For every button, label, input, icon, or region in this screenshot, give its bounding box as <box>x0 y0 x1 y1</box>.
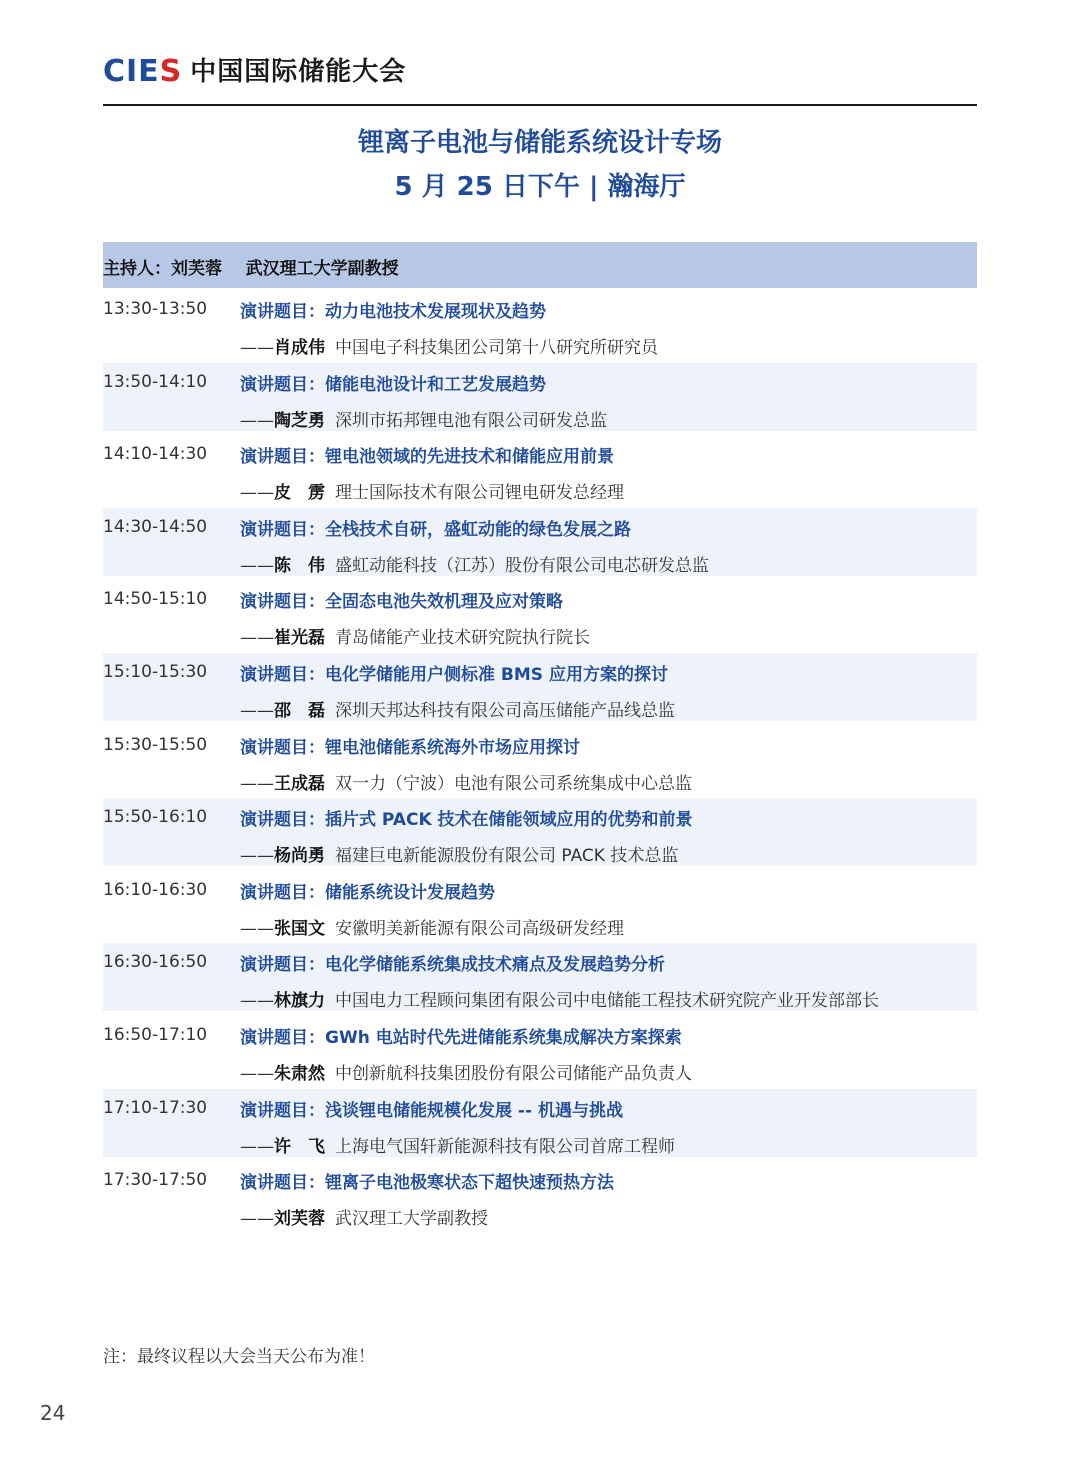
session-time: 14:10-14:30 <box>103 444 208 465</box>
speaker-dash: —— <box>240 773 274 794</box>
session-time: 15:10-15:30 <box>103 662 208 682</box>
speaker-name: 王成磊 <box>274 773 325 794</box>
speaker-line <box>240 406 607 431</box>
agenda-row <box>103 508 977 576</box>
speaker-name: 杨尚勇 <box>274 846 325 867</box>
speaker-line <box>240 333 658 358</box>
speaker-dash: —— <box>240 701 274 721</box>
speaker-line <box>240 478 624 503</box>
speaker-affiliation: 中国电力工程顾问集团有限公司中电储能工程技术研究院产业开发部部长 <box>335 991 879 1012</box>
speaker-name: 陶芝勇 <box>274 410 325 431</box>
speaker-dash: —— <box>240 1064 274 1084</box>
speaker-line <box>240 986 879 1011</box>
speaker-dash: —— <box>240 991 274 1012</box>
speaker-affiliation: 福建巨电新能源股份有限公司 PACK 技术总监 <box>335 846 679 867</box>
agenda-row <box>103 290 977 358</box>
agenda-row <box>103 1016 977 1084</box>
agenda-row <box>103 363 977 431</box>
speaker-name: 陈 伟 <box>274 555 325 576</box>
talk-topic: 演讲题目：电化学储能用户侧标准 BMS 应用方案的探讨 <box>240 665 668 685</box>
session-time: 13:50-14:10 <box>103 371 208 392</box>
speaker-dash: —— <box>240 338 274 358</box>
session-time: 13:30-13:50 <box>103 299 208 319</box>
logo-mark-cie: CIE <box>103 54 160 89</box>
speaker-line <box>240 551 709 576</box>
talk-topic: 演讲题目：插片式 PACK 技术在储能领域应用的优势和前景 <box>240 810 693 831</box>
agenda-row <box>103 1089 977 1157</box>
talk-topic: 演讲题目：浅谈锂电储能规模化发展 -- 机遇与挑战 <box>240 1100 623 1121</box>
page-number: 24 <box>40 1401 66 1425</box>
session-time: 17:10-17:30 <box>103 1097 208 1118</box>
agenda-row <box>103 871 977 939</box>
speaker-line <box>240 1204 488 1229</box>
session-time: 16:30-16:50 <box>103 952 208 973</box>
session-time: 14:30-14:50 <box>103 516 208 537</box>
session-time: 14:50-15:10 <box>103 589 208 610</box>
speaker-dash: —— <box>240 1136 274 1157</box>
speaker-line <box>240 1132 675 1157</box>
cies-logo <box>103 55 406 89</box>
speaker-affiliation: 青岛储能产业技术研究院执行院长 <box>335 628 590 649</box>
session-time: 15:50-16:10 <box>103 807 208 828</box>
session-datetime-venue: 5 月 25 日下午 | 瀚海厅 <box>394 172 686 202</box>
talk-topic: 演讲题目：锂电池储能系统海外市场应用探讨 <box>240 737 580 758</box>
speaker-affiliation: 中创新航科技集团股份有限公司储能产品负责人 <box>335 1064 692 1084</box>
host-text: 主持人：刘芙蓉 武汉理工大学副教授 <box>103 259 399 279</box>
speaker-name: 肖成伟 <box>274 338 325 358</box>
talk-topic: 演讲题目：动力电池技术发展现状及趋势 <box>240 302 546 322</box>
speaker-affiliation: 理士国际技术有限公司锂电研发总经理 <box>335 483 624 504</box>
speaker-name: 刘芙蓉 <box>274 1209 325 1230</box>
speaker-affiliation: 深圳天邦达科技有限公司高压储能产品线总监 <box>335 701 675 721</box>
agenda-row <box>103 435 977 503</box>
speaker-affiliation: 盛虹动能科技（江苏）股份有限公司电芯研发总监 <box>335 555 709 576</box>
talk-topic: 演讲题目：全固态电池失效机理及应对策略 <box>240 592 563 613</box>
speaker-name: 许 飞 <box>274 1136 325 1157</box>
talk-topic: 演讲题目：储能电池设计和工艺发展趋势 <box>240 374 546 395</box>
speaker-affiliation: 中国电子科技集团公司第十八研究所研究员 <box>335 338 658 358</box>
session-title: 锂离子电池与储能系统设计专场 <box>357 128 722 158</box>
logo-mark-s: S <box>159 54 183 89</box>
speaker-name: 邵 磊 <box>274 701 325 721</box>
speaker-dash: —— <box>240 1209 274 1230</box>
speaker-line <box>240 623 590 648</box>
page-header <box>103 55 977 106</box>
speaker-line <box>240 696 675 721</box>
speaker-name: 朱肃然 <box>274 1064 325 1084</box>
talk-topic: 演讲题目：全栈技术自研，盛虹动能的绿色发展之路 <box>240 519 631 540</box>
talk-topic: 演讲题目：GWh 电站时代先进储能系统集成解决方案探索 <box>240 1028 682 1048</box>
speaker-dash: —— <box>240 410 274 431</box>
agenda-row <box>103 653 977 721</box>
agenda-row <box>103 1161 977 1229</box>
speaker-dash: —— <box>240 846 274 867</box>
speaker-dash: —— <box>240 555 274 576</box>
speaker-name: 张国文 <box>274 918 325 939</box>
agenda-row <box>103 943 977 1011</box>
speaker-dash: —— <box>240 918 274 939</box>
speaker-line <box>240 769 692 794</box>
speaker-affiliation: 安徽明美新能源有限公司高级研发经理 <box>335 918 624 939</box>
session-time: 16:10-16:30 <box>103 879 208 900</box>
agenda-row <box>103 798 977 866</box>
speaker-affiliation: 武汉理工大学副教授 <box>335 1209 488 1230</box>
speaker-name: 皮 雳 <box>274 483 325 504</box>
speaker-name: 崔光磊 <box>274 628 325 649</box>
footnote: 注：最终议程以大会当天公布为准！ <box>103 1347 375 1367</box>
speaker-affiliation: 上海电气国轩新能源科技有限公司首席工程师 <box>335 1136 675 1157</box>
talk-topic: 演讲题目：锂电池领域的先进技术和储能应用前景 <box>240 447 614 468</box>
speaker-affiliation: 双一力（宁波）电池有限公司系统集成中心总监 <box>335 773 692 794</box>
speaker-line <box>240 914 624 939</box>
talk-topic: 演讲题目：电化学储能系统集成技术痛点及发展趋势分析 <box>240 955 665 976</box>
talk-topic: 演讲题目：储能系统设计发展趋势 <box>240 882 495 903</box>
speaker-name: 林旗力 <box>274 991 325 1012</box>
agenda-row <box>103 726 977 794</box>
speaker-dash: —— <box>240 628 274 649</box>
speaker-line <box>240 1059 692 1084</box>
logo-text: 中国国际储能大会 <box>190 57 407 87</box>
speaker-dash: —— <box>240 483 274 504</box>
talk-topic: 演讲题目：锂离子电池极寒状态下超快速预热方法 <box>240 1173 614 1194</box>
session-time: 15:30-15:50 <box>103 734 208 755</box>
agenda-row <box>103 580 977 648</box>
speaker-line <box>240 841 678 866</box>
speaker-affiliation: 深圳市拓邦锂电池有限公司研发总监 <box>335 410 607 431</box>
host-bar <box>103 242 977 288</box>
session-time: 16:50-17:10 <box>103 1025 208 1045</box>
session-time: 17:30-17:50 <box>103 1170 208 1191</box>
logo-mark <box>103 55 182 89</box>
